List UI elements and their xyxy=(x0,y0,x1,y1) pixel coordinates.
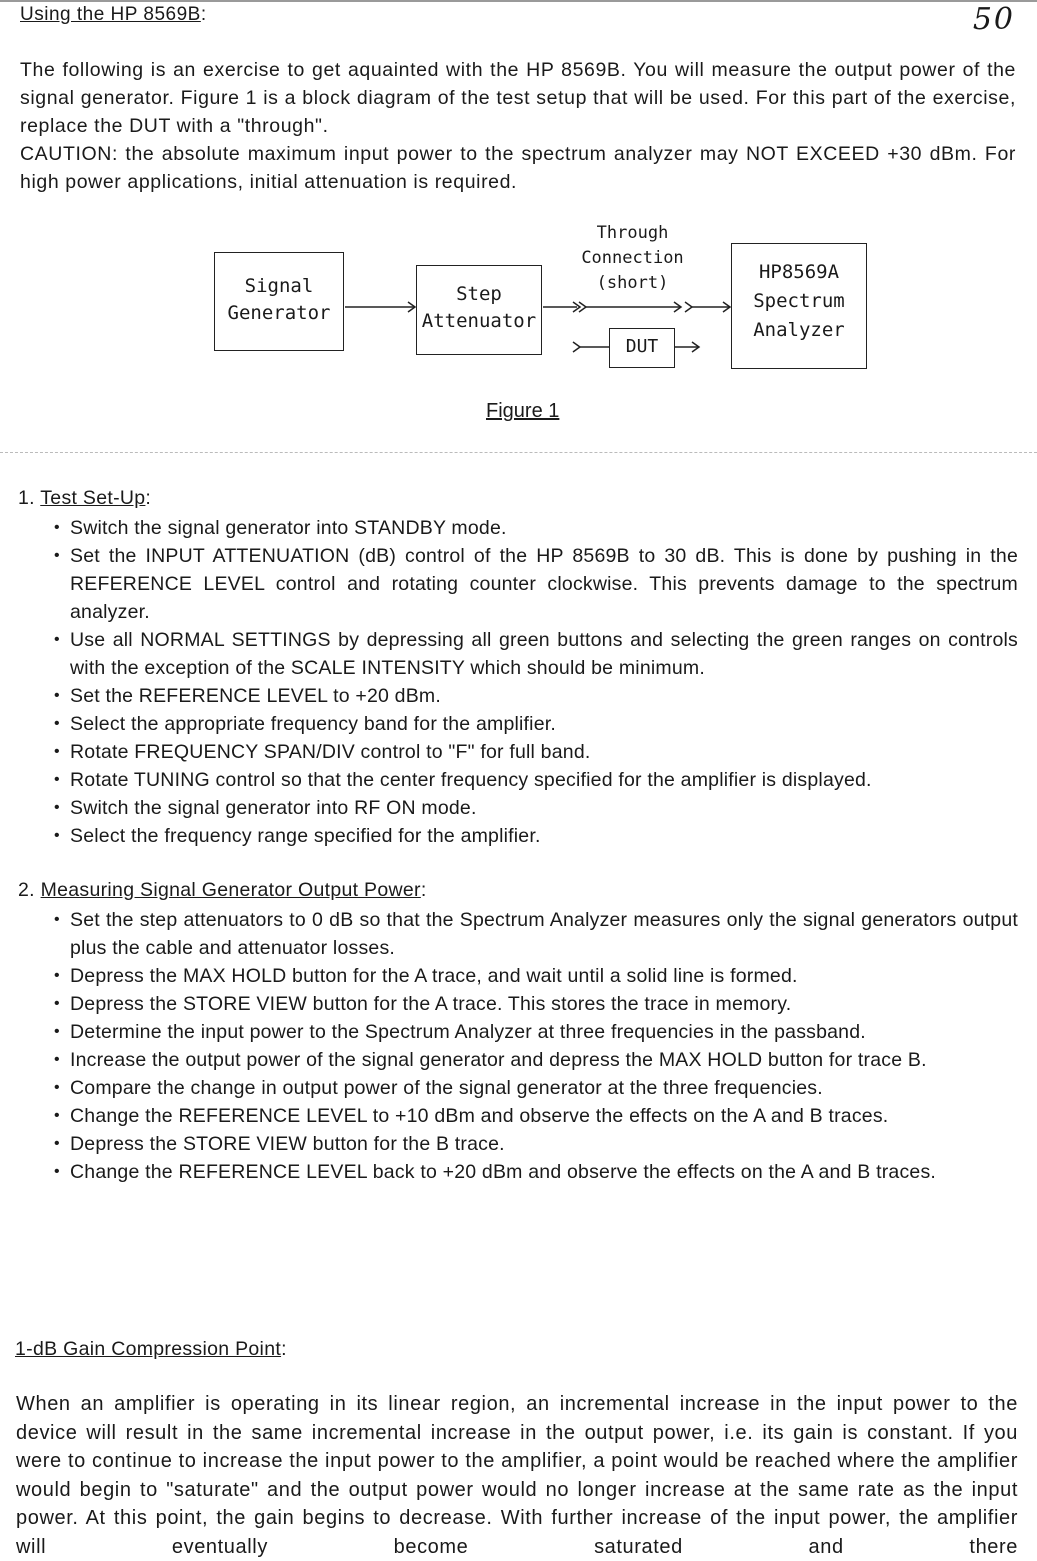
dut-box xyxy=(609,328,675,368)
step-item: • Depress the STORE VIEW button for the B trace. xyxy=(54,1130,1018,1158)
intro-section xyxy=(20,56,1016,196)
spectrum-analyzer-box xyxy=(731,243,867,369)
step-item: • Change the REFERENCE LEVEL to +10 dBm and observe the effects on the A and B traces. xyxy=(54,1102,1018,1130)
section2-steps xyxy=(54,906,1018,1186)
step-item: • Set the INPUT ATTENUATION (dB) control of the HP 8569B to 30 dB. This is done by pushing in the REFERENCE LEVEL control and rotating counter clockwise. This prevents damage to the spectrum analyzer. xyxy=(54,542,1018,626)
signal-generator-label-line1: Signal xyxy=(244,275,314,297)
step-item: • Depress the STORE VIEW button for the A trace. This stores the trace in memory. xyxy=(54,990,1018,1018)
through-label-line2: Connection xyxy=(581,248,684,268)
step-item: • Use all NORMAL SETTINGS by depressing all green buttons and selecting the green ranges on controls with the exception of the SCALE INTENSITY which should be minimum. xyxy=(54,626,1018,682)
section1-number: 1. xyxy=(18,487,35,509)
through-label-line1: Through xyxy=(596,223,669,243)
figure-caption: Figure 1 xyxy=(486,400,560,422)
step-item: • Change the REFERENCE LEVEL back to +20 dBm and observe the effects on the A and B traces. xyxy=(54,1158,1018,1186)
step-item: • Compare the change in output power of the signal generator at the three frequencies. xyxy=(54,1074,1018,1102)
section2-title: Measuring Signal Generator Output Power xyxy=(40,879,421,901)
header-suffix: : xyxy=(200,4,207,25)
step-item: • Depress the MAX HOLD button for the A trace, and wait until a solid line is formed. xyxy=(54,962,1018,990)
step-item: • Rotate FREQUENCY SPAN/DIV control to "F" for full band. xyxy=(54,738,1018,766)
through-label-line3: (short) xyxy=(596,273,669,293)
section2-heading: 2. Measuring Signal Generator Output Power: xyxy=(18,879,427,901)
section1-heading: 1. Test Set-Up: xyxy=(18,487,152,509)
step-item: • Set the step attenuators to 0 dB so that the Spectrum Analyzer measures only the signal generators output plus the cable and attenuator losses. xyxy=(54,906,1018,962)
analyzer-label-line1: HP8569A xyxy=(758,261,840,283)
intro-paragraph: The following is an exercise to get aquainted with the HP 8569B. You will measure the output power of the signal generator. Figure 1 is a block diagram of the test setup that will be used. For this part of the exercise, replace the DUT with a "through". xyxy=(20,59,1016,137)
page-header xyxy=(20,4,207,26)
step-attenuator-box xyxy=(416,265,542,355)
dut-input-mark xyxy=(573,342,580,352)
step-item: • Select the appropriate frequency band for the amplifier. xyxy=(54,710,1018,738)
step-item: • Rotate TUNING control so that the center frequency specified for the amplifier is displayed. xyxy=(54,766,1018,794)
section1-steps xyxy=(54,514,1018,850)
analyzer-label-line2: Spectrum xyxy=(753,290,845,312)
section1-title: Test Set-Up xyxy=(40,487,146,509)
step-item: • Set the REFERENCE LEVEL to +20 dBm. xyxy=(54,682,1018,710)
block-diagram xyxy=(205,215,885,395)
signal-generator-box xyxy=(214,252,344,351)
caution-label: CAUTION: xyxy=(20,143,118,165)
section-divider xyxy=(0,452,1037,454)
step-attenuator-label-line1: Step xyxy=(456,283,502,305)
header-title: Using the HP 8569B xyxy=(20,4,201,25)
section3-title: 1-dB Gain Compression Point xyxy=(15,1338,282,1360)
signal-generator-label-line2: Generator xyxy=(227,302,331,324)
caution-text: the absolute maximum input power to the spectrum analyzer may NOT EXCEED +30 dBm. For high power applications, initial attenuation is required. xyxy=(20,143,1016,193)
connector-mark xyxy=(685,302,692,312)
analyzer-label-line3: Analyzer xyxy=(753,319,845,341)
section3-paragraph: When an amplifier is operating in its linear region, an incremental increase in the input power to the device will result in the same incremental increase in the output power, i.e. its gain is constant. If you were to continue to increase the input power to the amplifier, a point would be reached where the amplifier would begin to "saturate" and the output power would no longer increase at the same rate as the input power. At this point, the gain begins to decrease. With further increase of the input power, the amplifier will eventually become saturated and there xyxy=(16,1393,1018,1558)
step-item: • Select the frequency range specified for the amplifier. xyxy=(54,822,1018,850)
caution-paragraph xyxy=(20,140,1016,196)
page-number: 50 xyxy=(972,2,1015,37)
step-attenuator-label-line2: Attenuator xyxy=(421,310,537,332)
step-item: • Switch the signal generator into STANDBY mode. xyxy=(54,514,1018,542)
top-rule xyxy=(0,0,1037,2)
through-connection-label xyxy=(575,221,690,296)
dut-label: DUT xyxy=(625,336,659,357)
section2-number: 2. xyxy=(18,879,35,901)
section3-heading: 1-dB Gain Compression Point: xyxy=(15,1338,287,1360)
step-item: • Switch the signal generator into RF ON mode. xyxy=(54,794,1018,822)
step-item: • Increase the output power of the signal generator and depress the MAX HOLD button for trace B. xyxy=(54,1046,1018,1074)
step-item: • Determine the input power to the Spectrum Analyzer at three frequencies in the passband. xyxy=(54,1018,1018,1046)
